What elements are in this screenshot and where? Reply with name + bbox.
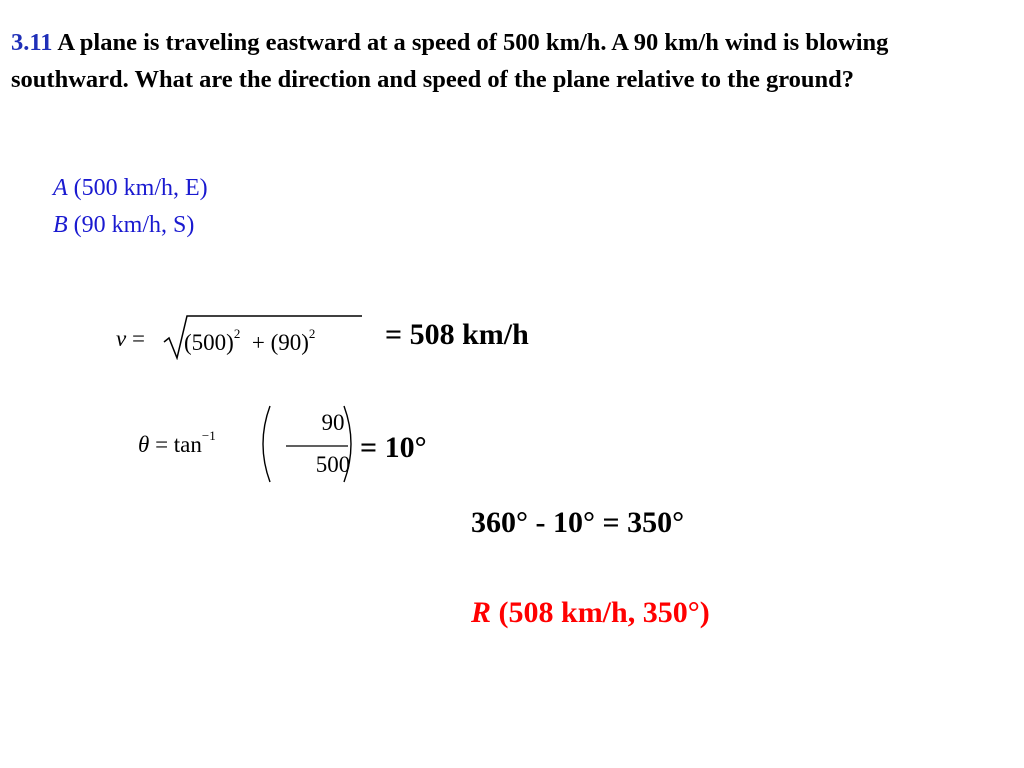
- plus-sign: +: [251, 330, 265, 355]
- direction-calculation: 360° - 10° = 350°: [471, 506, 685, 539]
- radicand: [184, 326, 315, 356]
- angle-result: = 10°: [360, 431, 427, 464]
- problem-number: 3.11: [11, 29, 53, 56]
- term-500-exponent: 2: [233, 326, 241, 341]
- resultant-symbol: R: [471, 596, 492, 629]
- tan-function: tan: [173, 432, 202, 457]
- vector-a: [53, 170, 208, 206]
- resultant-vector: [471, 596, 710, 630]
- vector-a-value: (500 km/h, E): [73, 175, 208, 201]
- speed-equals: =: [131, 326, 145, 351]
- vector-a-symbol: A: [53, 175, 68, 201]
- inverse-exponent: −1: [201, 428, 216, 443]
- fraction-denominator: 500: [315, 452, 351, 477]
- resultant-value: (508 km/h, 350°): [498, 596, 710, 629]
- term-500: (500): [184, 330, 234, 355]
- vector-b-symbol: B: [53, 212, 68, 238]
- fraction-numerator: 90: [321, 410, 345, 435]
- theta-variable: θ: [138, 432, 150, 457]
- term-90-exponent: 2: [308, 326, 316, 341]
- speed-variable: v: [116, 326, 127, 351]
- speed-result: = 508 km/h: [385, 318, 529, 351]
- vector-b-value: (90 km/h, S): [73, 212, 195, 238]
- problem-statement: [11, 24, 1011, 98]
- vector-b: [53, 207, 194, 243]
- problem-text: A plane is traveling eastward at a speed of 500 km/h. A 90 km/h wind is blowing southward. What are the direction and speed of the plane relative to the ground?: [11, 29, 889, 93]
- term-90: (90): [270, 330, 309, 355]
- angle-equals: =: [155, 432, 169, 457]
